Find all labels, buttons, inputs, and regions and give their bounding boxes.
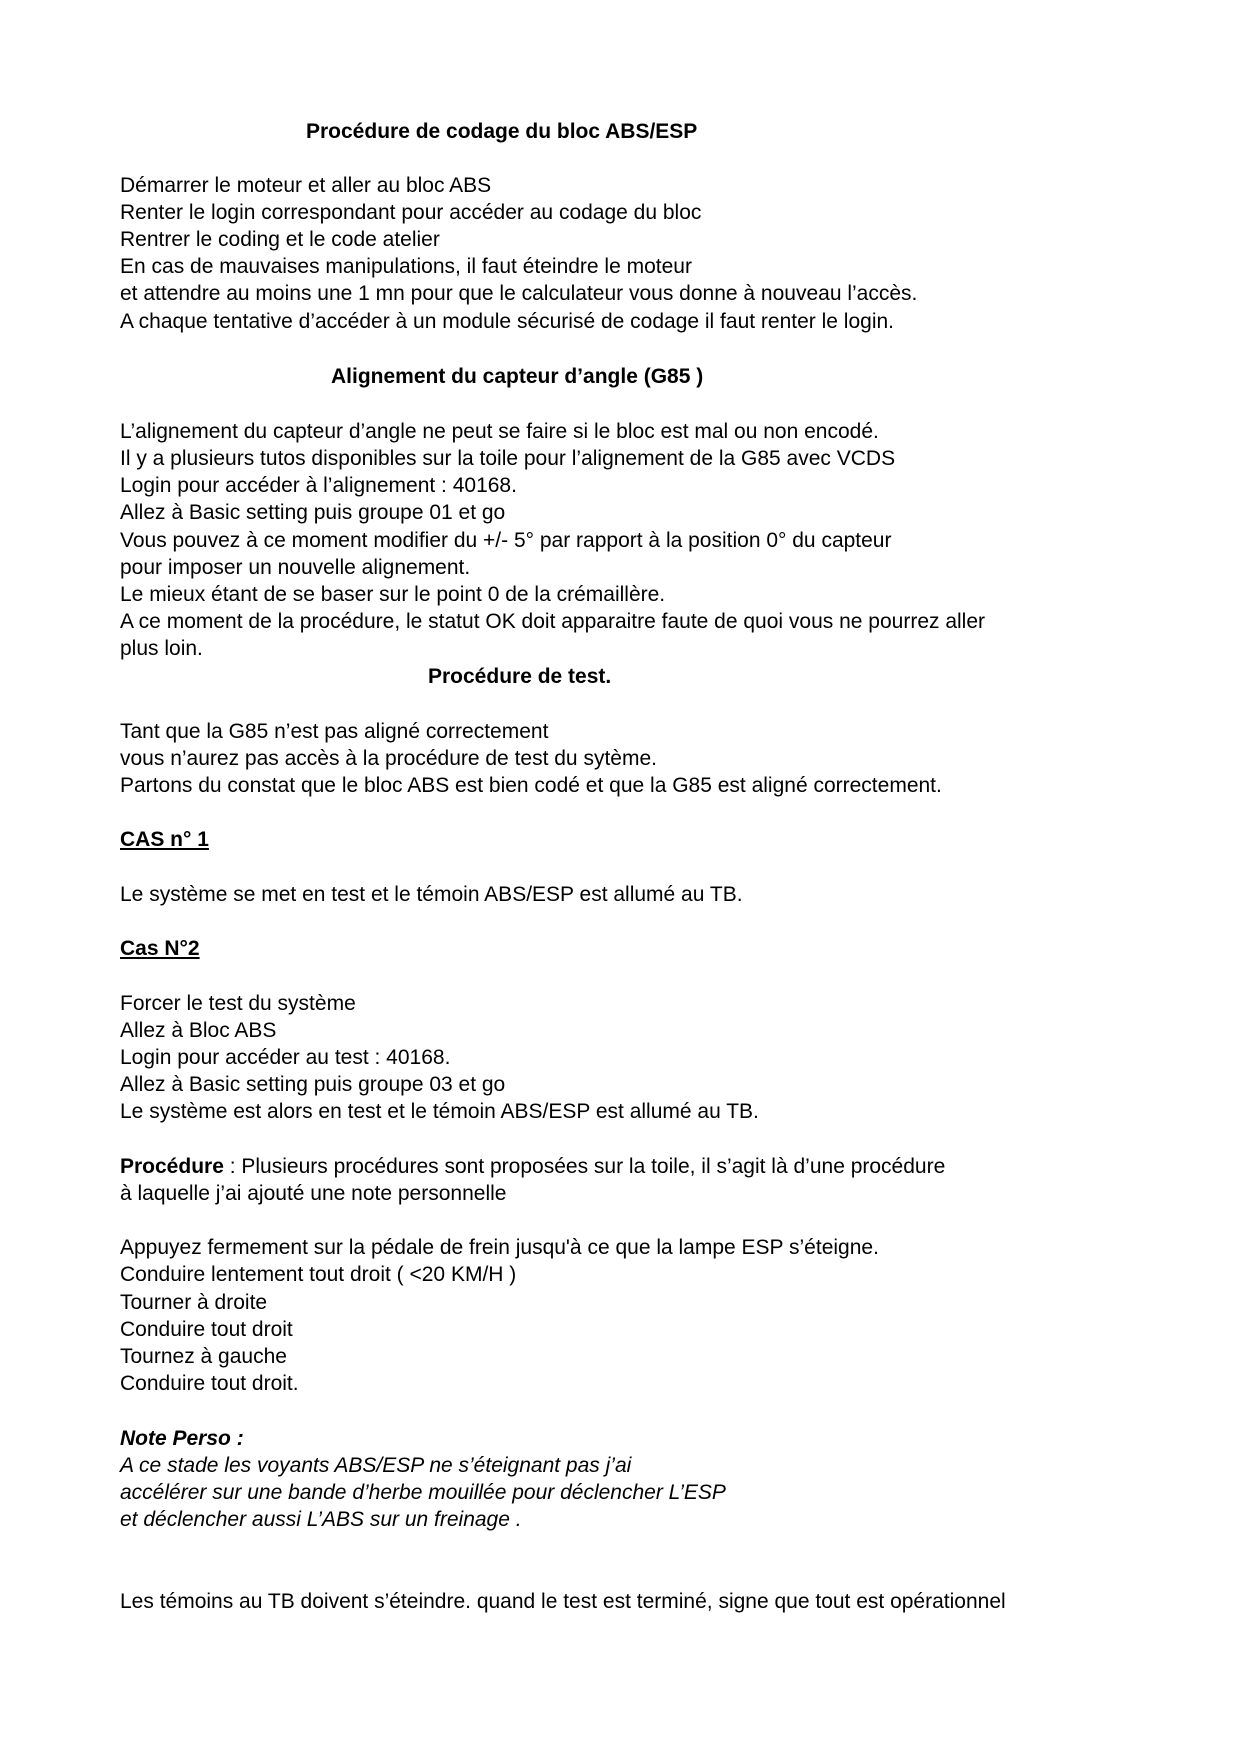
alignment-line: Le mieux étant de se baser sur le point 0 de la crémaillère. xyxy=(120,583,666,606)
test-line: vous n’aurez pas accès à la procédure de test du sytème. xyxy=(120,747,657,770)
alignment-line: plus loin. xyxy=(120,637,203,660)
intro-line: Démarrer le moteur et aller au bloc ABS xyxy=(120,174,492,197)
title-test-procedure: Procédure de test. xyxy=(428,665,612,688)
alignment-line: pour imposer un nouvelle alignement. xyxy=(120,556,471,579)
alignment-line: Login pour accéder à l’alignement : 40168. xyxy=(120,474,517,497)
intro-line: A chaque tentative d’accéder à un module sécurisé de codage il faut renter le login. xyxy=(120,310,894,333)
step-line: Conduire tout droit xyxy=(120,1318,293,1341)
title-coding-procedure: Procédure de codage du bloc ABS/ESP xyxy=(306,120,698,143)
intro-line: et attendre au moins une 1 mn pour que le calculateur vous donne à nouveau l’accès. xyxy=(120,282,918,305)
case2-line: Le système est alors en test et le témoin ABS/ESP est allumé au TB. xyxy=(120,1100,759,1123)
step-line: Conduire lentement tout droit ( <20 KM/H ) xyxy=(120,1263,517,1286)
alignment-line: L’alignement du capteur d’angle ne peut se faire si le bloc est mal ou non encodé. xyxy=(120,420,879,443)
case1-heading: CAS n° 1 xyxy=(120,828,209,851)
case2-line: Login pour accéder au test : 40168. xyxy=(120,1046,451,1069)
note-line: A ce stade les voyants ABS/ESP ne s’éteignant pas j’ai xyxy=(120,1454,632,1477)
alignment-line: A ce moment de la procédure, le statut OK doit apparaitre faute de quoi vous ne pourrez aller xyxy=(120,610,986,633)
case2-heading: Cas N°2 xyxy=(120,937,200,960)
alignment-line: Vous pouvez à ce moment modifier du +/- 5° par rapport à la position 0° du capteur xyxy=(120,529,892,552)
procedure-text-continued: à laquelle j’ai ajouté une note personnelle xyxy=(120,1182,507,1205)
intro-line: Rentrer le coding et le code atelier xyxy=(120,228,440,251)
alignment-line: Il y a plusieurs tutos disponibles sur la toile pour l’alignement de la G85 avec VCDS xyxy=(120,447,896,470)
step-line: Appuyez fermement sur la pédale de frein jusqu'à ce que la lampe ESP s’éteigne. xyxy=(120,1236,879,1259)
case2-line: Forcer le test du système xyxy=(120,992,356,1015)
conclusion-text: Les témoins au TB doivent s’éteindre. quand le test est terminé, signe que tout est opérationnel xyxy=(120,1590,1006,1613)
note-line: accélérer sur une bande d’herbe mouillée pour déclencher L’ESP xyxy=(120,1481,726,1504)
case1-text: Le système se met en test et le témoin ABS/ESP est allumé au TB. xyxy=(120,883,743,906)
step-line: Tourner à droite xyxy=(120,1291,268,1314)
step-line: Conduire tout droit. xyxy=(120,1372,299,1395)
procedure-text: : Plusieurs procédures sont proposées sur la toile, il s’agit là d’une procédure xyxy=(223,1155,946,1178)
test-line: Tant que la G85 n’est pas aligné correctement xyxy=(120,720,549,743)
case2-line: Allez à Basic setting puis groupe 03 et go xyxy=(120,1073,506,1096)
intro-line: En cas de mauvaises manipulations, il faut éteindre le moteur xyxy=(120,255,692,278)
note-line: et déclencher aussi L’ABS sur un freinage . xyxy=(120,1508,522,1531)
alignment-line: Allez à Basic setting puis groupe 01 et go xyxy=(120,501,506,524)
case2-line: Allez à Bloc ABS xyxy=(120,1019,277,1042)
step-line: Tournez à gauche xyxy=(120,1345,287,1368)
note-heading: Note Perso : xyxy=(120,1427,244,1450)
intro-line: Renter le login correspondant pour accéder au codage du bloc xyxy=(120,201,702,224)
procedure-label: Procédure xyxy=(120,1155,224,1178)
test-line: Partons du constat que le bloc ABS est bien codé et que la G85 est aligné correctement. xyxy=(120,774,942,797)
title-angle-sensor-alignment: Alignement du capteur d’angle (G85 ) xyxy=(331,365,704,388)
procedure-paragraph xyxy=(120,1153,945,1180)
